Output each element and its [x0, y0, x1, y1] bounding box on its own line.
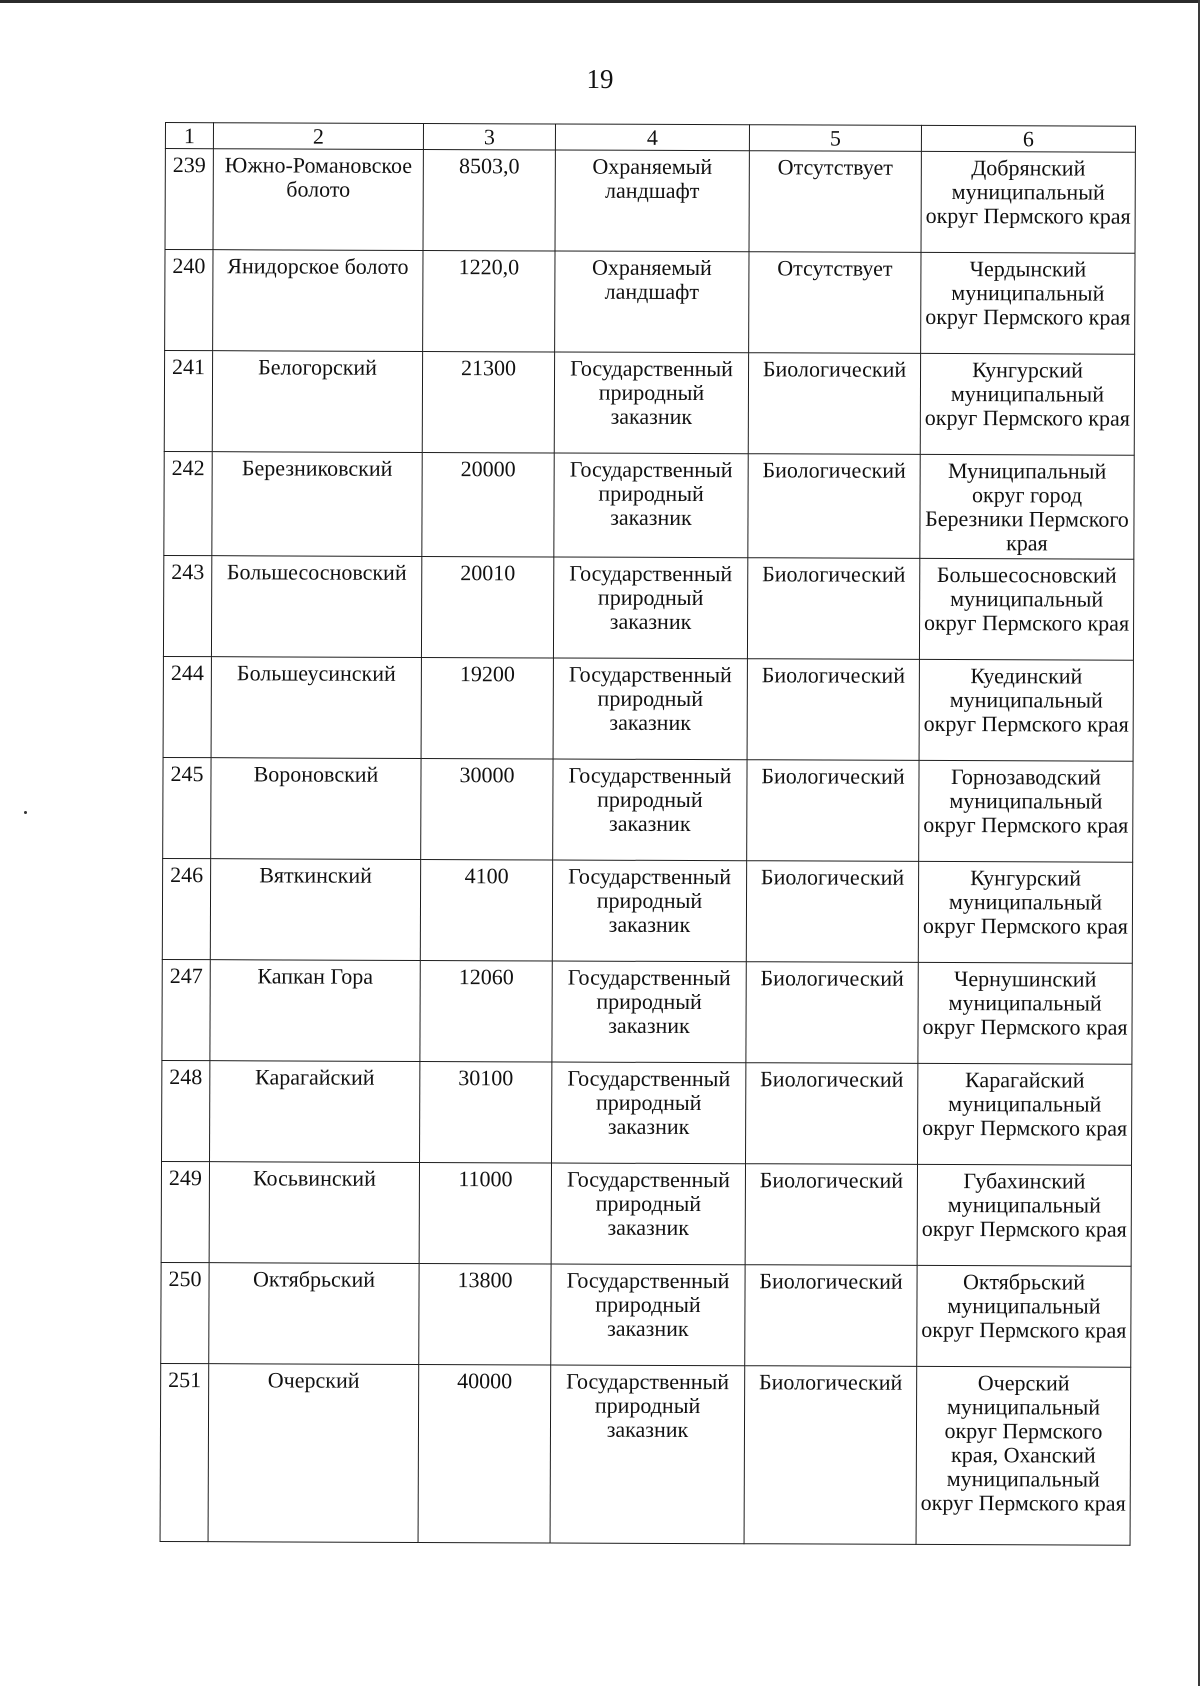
area-location-cell: Горнозаводский муниципальный округ Пермского края — [919, 760, 1133, 862]
area-category-cell: Государственный природный заказник — [553, 557, 747, 659]
area-location-cell: Губахинский муниципальный округ Пермского края — [917, 1164, 1131, 1266]
area-location-cell: Большесосновский муниципальный округ Пермского края — [919, 558, 1133, 660]
table-header-row — [165, 123, 1135, 153]
table-row — [165, 149, 1135, 254]
area-location-cell: Карагайский муниципальный округ Пермского края — [918, 1063, 1132, 1165]
area-name-cell: Большеусинский — [211, 657, 421, 759]
area-category-cell: Государственный природный заказник — [551, 1264, 745, 1366]
row-number-cell: 247 — [162, 959, 210, 1060]
area-category-cell: Государственный природный заказник — [552, 860, 746, 962]
area-hectares-cell: 21300 — [422, 351, 554, 453]
table-row — [165, 250, 1135, 355]
column-header-1: 1 — [165, 123, 213, 149]
row-number-cell: 245 — [163, 757, 211, 858]
area-name-cell: Вороновский — [211, 758, 421, 860]
area-name-cell: Карагайский — [210, 1061, 420, 1163]
column-header-5: 5 — [749, 125, 921, 152]
column-header-3: 3 — [423, 123, 555, 150]
area-name-cell: Березниковский — [212, 452, 422, 557]
column-header-6: 6 — [921, 125, 1135, 152]
area-hectares-cell: 30100 — [420, 1061, 552, 1163]
area-name-cell: Вяткинский — [210, 859, 420, 961]
area-hectares-cell: 19200 — [421, 657, 553, 759]
table-row — [161, 1262, 1131, 1367]
area-profile-cell: Биологический — [744, 1366, 917, 1545]
table-row — [163, 757, 1133, 862]
area-location-cell: Кунгурский муниципальный округ Пермского края — [918, 861, 1132, 963]
table-row — [162, 858, 1132, 963]
area-profile-cell: Биологический — [745, 1164, 917, 1266]
area-name-cell: Янидорское болото — [213, 250, 423, 352]
column-header-2: 2 — [213, 123, 423, 150]
area-hectares-cell: 30000 — [421, 758, 553, 860]
area-profile-cell: Биологический — [748, 454, 920, 559]
area-profile-cell: Биологический — [746, 861, 918, 963]
area-category-cell: Государственный природный заказник — [553, 658, 747, 760]
area-hectares-cell: 1220,0 — [423, 250, 555, 352]
area-hectares-cell: 20010 — [421, 556, 553, 658]
table-row — [160, 1363, 1131, 1545]
area-hectares-cell: 11000 — [419, 1162, 551, 1264]
table-row — [164, 451, 1134, 559]
area-hectares-cell: 8503,0 — [423, 149, 555, 251]
row-number-cell: 248 — [162, 1060, 210, 1161]
area-name-cell: Октябрьский — [209, 1263, 419, 1365]
row-number-cell: 246 — [162, 858, 210, 959]
area-location-cell: Октябрьский муниципальный округ Пермского края — [917, 1265, 1131, 1367]
row-number-cell: 249 — [161, 1161, 209, 1262]
table-row — [161, 1161, 1131, 1266]
area-location-cell: Чернушинский муниципальный округ Пермского края — [918, 962, 1132, 1064]
row-number-cell: 239 — [165, 149, 213, 250]
area-hectares-cell: 40000 — [418, 1364, 551, 1543]
table-row — [164, 351, 1134, 456]
area-profile-cell: Биологический — [748, 353, 920, 455]
protected-areas-table — [160, 122, 1136, 1546]
area-hectares-cell: 12060 — [420, 960, 552, 1062]
area-location-cell: Муниципальный округ город Березники Пермского края — [920, 454, 1134, 559]
table-row — [162, 959, 1132, 1064]
row-number-cell: 242 — [164, 451, 212, 555]
area-location-cell: Кунгурский муниципальный округ Пермского края — [920, 353, 1134, 455]
area-name-cell: Капкан Гора — [210, 960, 420, 1062]
table-row — [163, 656, 1133, 761]
area-profile-cell: Отсутствует — [749, 252, 921, 354]
area-profile-cell: Биологический — [746, 962, 918, 1064]
area-category-cell: Государственный природный заказник — [551, 1163, 745, 1265]
table-row — [163, 555, 1133, 660]
table-body — [160, 149, 1135, 1546]
area-category-cell: Государственный природный заказник — [553, 759, 747, 861]
area-profile-cell: Биологический — [747, 659, 919, 761]
area-hectares-cell: 20000 — [422, 452, 554, 557]
row-number-cell: 251 — [160, 1363, 209, 1541]
row-number-cell: 250 — [161, 1262, 209, 1363]
area-profile-cell: Биологический — [746, 1063, 918, 1165]
area-location-cell: Очерский муниципальный округ Пермского края, Оханский муниципальный округ Пермского края — [916, 1366, 1131, 1545]
scan-border-top — [0, 0, 1200, 3]
area-profile-cell: Отсутствует — [749, 151, 921, 253]
area-location-cell: Чердынский муниципальный округ Пермского края — [921, 252, 1135, 354]
area-category-cell: Государственный природный заказник — [552, 961, 746, 1063]
area-profile-cell: Биологический — [745, 1265, 917, 1367]
area-name-cell: Большесосновский — [211, 556, 421, 658]
row-number-cell: 243 — [163, 555, 211, 656]
area-profile-cell: Биологический — [747, 558, 919, 660]
area-name-cell: Очерский — [208, 1364, 419, 1543]
area-category-cell: Государственный природный заказник — [554, 453, 748, 558]
scan-speck — [24, 811, 27, 814]
area-location-cell: Куединский муниципальный округ Пермского края — [919, 659, 1133, 761]
column-header-4: 4 — [555, 124, 749, 151]
area-name-cell: Южно-Романовское болото — [213, 149, 423, 251]
area-category-cell: Государственный природный заказник — [552, 1062, 746, 1164]
area-hectares-cell: 13800 — [419, 1263, 551, 1365]
area-profile-cell: Биологический — [747, 760, 919, 862]
area-hectares-cell: 4100 — [420, 859, 552, 961]
table-row — [162, 1060, 1132, 1165]
area-location-cell: Добрянский муниципальный округ Пермского края — [921, 151, 1135, 253]
area-name-cell: Белогорский — [212, 351, 422, 453]
area-category-cell: Государственный природный заказник — [550, 1365, 745, 1544]
row-number-cell: 244 — [163, 656, 211, 757]
row-number-cell: 240 — [165, 250, 213, 351]
area-name-cell: Косьвинский — [209, 1162, 419, 1264]
area-category-cell: Охраняемый ландшафт — [555, 251, 749, 353]
area-category-cell: Государственный природный заказник — [554, 352, 748, 454]
row-number-cell: 241 — [164, 351, 212, 452]
area-category-cell: Охраняемый ландшафт — [555, 150, 749, 252]
page-number: 19 — [586, 64, 614, 94]
